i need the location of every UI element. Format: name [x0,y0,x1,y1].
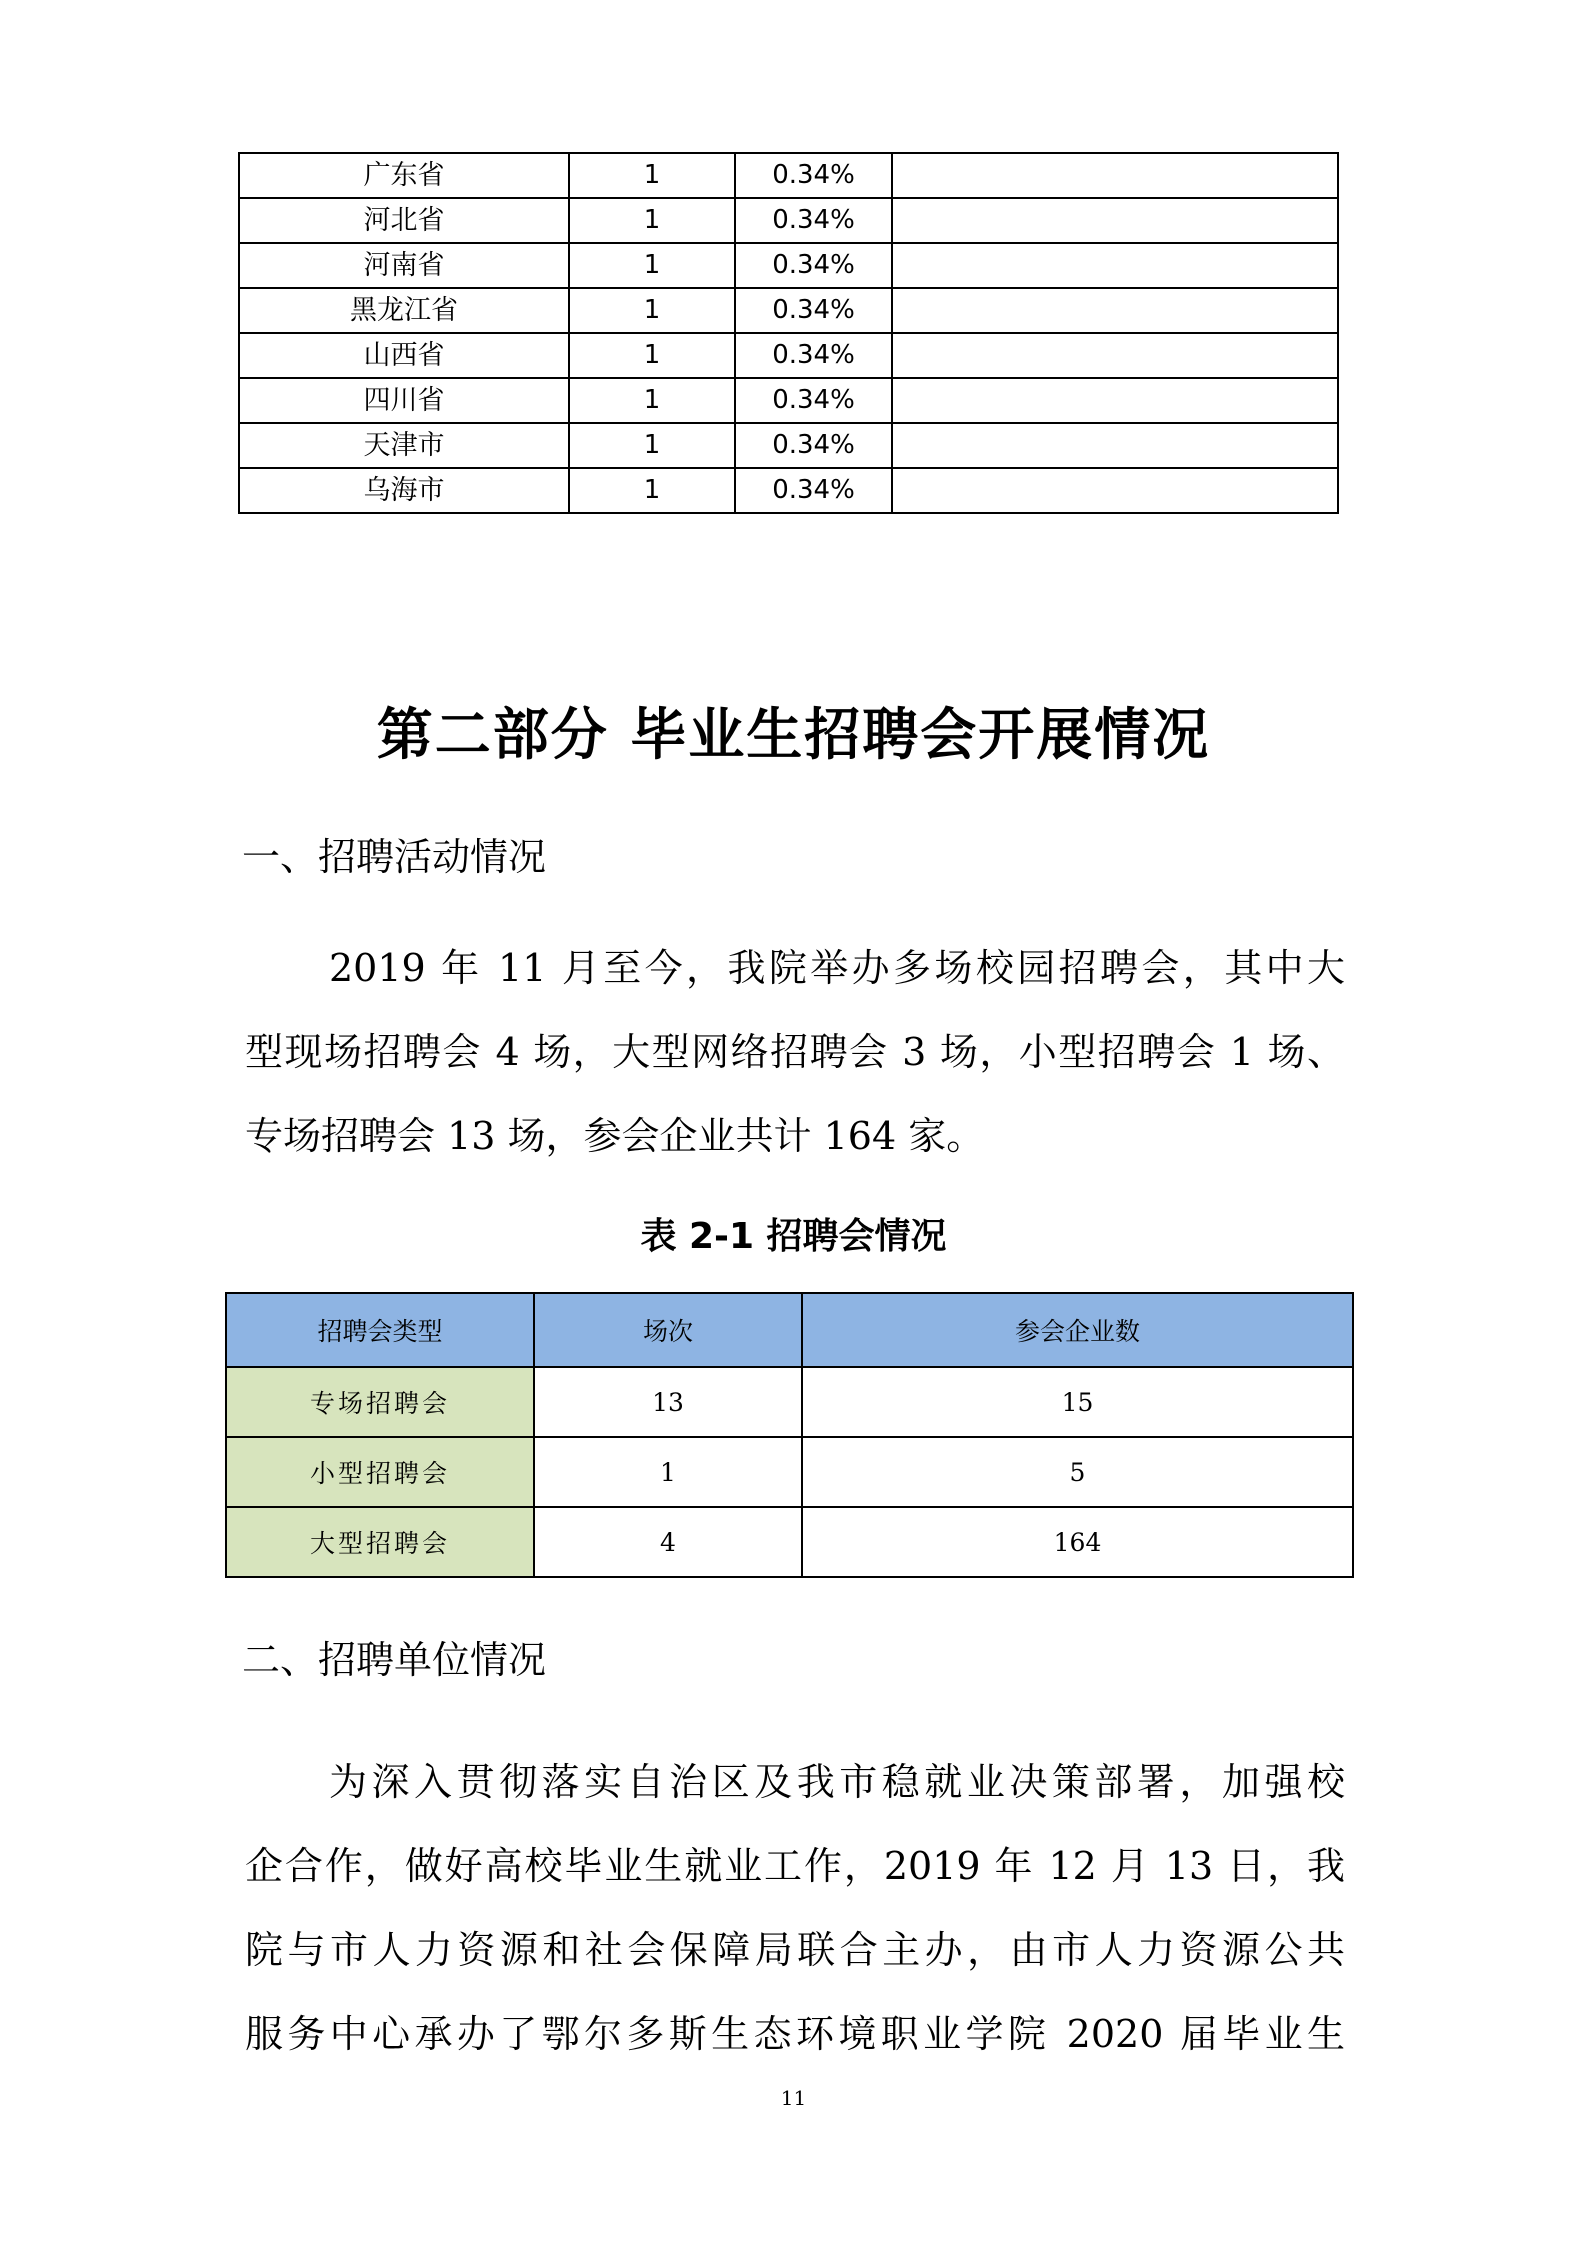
paragraph-line: 2019 年 11 月至今，我院举办多场校园招聘会，其中大 [329,946,1345,990]
percent-cell: 0.34% [735,153,892,198]
percent-cell: 0.34% [735,423,892,468]
fair-type-cell: 小型招聘会 [226,1437,534,1507]
count-cell: 1 [569,468,735,513]
count-cell: 1 [569,378,735,423]
count-cell: 1 [569,333,735,378]
note-cell [892,198,1338,243]
count-cell: 1 [569,198,735,243]
table-row [226,1507,1353,1577]
percent-cell: 0.34% [735,333,892,378]
section-heading-recruitment-activities: 一、招聘活动情况 [242,835,547,879]
count-cell: 1 [569,288,735,333]
region-cell: 天津市 [239,423,569,468]
paragraph-line: 专场招聘会 13 场，参会企业共计 164 家。 [245,1114,985,1158]
note-cell [892,153,1338,198]
count-cell: 1 [569,243,735,288]
sessions-cell: 4 [534,1507,802,1577]
paragraph-line: 院与市人力资源和社会保障局联合主办，由市人力资源公共 [245,1928,1345,1972]
paragraph-line: 型现场招聘会 4 场，大型网络招聘会 3 场，小型招聘会 1 场、 [245,1030,1345,1074]
paragraph-line: 为深入贯彻落实自治区及我市稳就业决策部署，加强校 [329,1760,1345,1804]
part-title: 第二部分 毕业生招聘会开展情况 [376,703,1211,768]
paragraph-line: 服务中心承办了鄂尔多斯生态环境职业学院 2020 届毕业生 [245,2012,1345,2056]
section-heading-recruiting-units: 二、招聘单位情况 [242,1638,547,1682]
region-cell: 广东省 [239,153,569,198]
table-row [239,378,1338,423]
region-cell: 山西省 [239,333,569,378]
table-caption: 表 2-1 招聘会情况 [640,1216,947,1257]
note-cell [892,243,1338,288]
region-cell: 黑龙江省 [239,288,569,333]
fair-type-cell: 大型招聘会 [226,1507,534,1577]
count-cell: 1 [569,153,735,198]
percent-cell: 0.34% [735,243,892,288]
region-cell: 河北省 [239,198,569,243]
section1-paragraph [245,926,1345,1178]
companies-cell: 5 [802,1437,1353,1507]
note-cell [892,288,1338,333]
table-row [226,1367,1353,1437]
paragraph-line: 企合作，做好高校毕业生就业工作，2019 年 12 月 13 日，我 [245,1844,1345,1888]
percent-cell: 0.34% [735,198,892,243]
table-row [239,468,1338,513]
province-distribution-table [238,152,1339,514]
table-row [239,288,1338,333]
page-number: 11 [780,2086,807,2110]
fair-type-cell: 专场招聘会 [226,1367,534,1437]
percent-cell: 0.34% [735,288,892,333]
recruitment-fair-table [225,1292,1354,1578]
region-cell: 乌海市 [239,468,569,513]
region-cell: 河南省 [239,243,569,288]
table-row [239,423,1338,468]
table-row [226,1437,1353,1507]
companies-cell: 15 [802,1367,1353,1437]
count-cell: 1 [569,423,735,468]
companies-cell: 164 [802,1507,1353,1577]
column-header-sessions: 场次 [534,1293,802,1367]
column-header-companies: 参会企业数 [802,1293,1353,1367]
table-row [239,198,1338,243]
sessions-cell: 13 [534,1367,802,1437]
table-row [239,333,1338,378]
percent-cell: 0.34% [735,378,892,423]
table-row [239,153,1338,198]
sessions-cell: 1 [534,1437,802,1507]
percent-cell: 0.34% [735,468,892,513]
section2-paragraph [245,1740,1345,2076]
column-header-type: 招聘会类型 [226,1293,534,1367]
table-header-row [226,1293,1353,1367]
note-cell [892,333,1338,378]
note-cell [892,468,1338,513]
region-cell: 四川省 [239,378,569,423]
table-row [239,243,1338,288]
note-cell [892,423,1338,468]
note-cell [892,378,1338,423]
